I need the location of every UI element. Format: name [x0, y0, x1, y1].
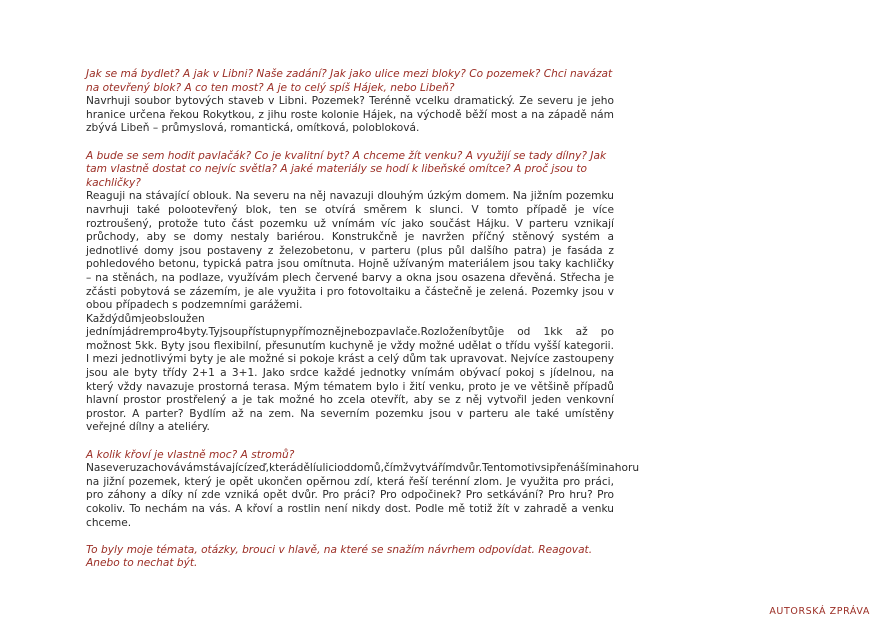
section-spacer	[86, 435, 614, 449]
report-text	[86, 68, 640, 571]
footer-label: AUTORSKÁ ZPRÁVA	[769, 606, 870, 617]
section-paragraph: Navrhuji soubor bytových staveb v Libni. Pozemek? Terénně vcelku dramatický. Ze severu je jeho hranice určena řekou Rokytkou, z jihu roste kolonie Hájek, na východě běží most a na západě nám zbývá Libeň – průmyslová, romantická, omítková, polobloková.	[86, 95, 614, 135]
closing-statement: To byly moje témata, otázky, brouci v hlavě, na které se snažím návrhem odpovídat. Reagovat. Anebo to nechat být.	[86, 543, 593, 570]
section-spacer	[86, 136, 614, 150]
section-paragraph: Každýdůmjeobsloužen jednímjádrempro4byty.Tyjsoupřístupnypřímoznějnebozpavlače.Rozloženíbytůje od 1kk až po možnost 5kk. Byty jsou flexibilní, přesunutím kuchyně je vždy možné udělat o třídu vyšší kategorii. I mezi jednotlivými byty je ale možné si pokoje krást a celý dům tak upravovat. Nejvíce zastoupeny jsou ale byty třídy 2+1 a 3+1. Jako srdce každé jednotky vnímám obývací pokoj s jídelnou, na který vždy navazuje prostorná terasa. Mým tématem bylo i žití venku, proto je ve většině případů hlavní prostor prostřelený a je tak možné ho zcela otevřít, aby se z něj vytvořil jeden venkovní prostor. A parter? Bydlím až na zem. Na severním pozemku jsou v parteru ale také umístěny veřejné dílny a ateliéry.	[86, 312, 615, 434]
section-question: A bude se sem hodit pavlačák? Co je kvalitní byt? A chceme žít venku? A využijí se tady dílny? Jak tam vlastně dostat co nejvíc světla? A jaké materiály se hodí k libeňské omítce? A proč jsou to kachličky?	[86, 149, 607, 189]
section-paragraph: Naseveruzachovávámstávajícízeď,kterádělíulicioddomů,čímžvytvářímdvůr.Tentomotivsipřenášíminahoru na jižní pozemek, který je opět ukončen opěrnou zdí, která řeší terénní zlom. Je využita pro práci, pro záhony a díky ní zde vzniká opět dvůr. Pro práci? Pro odpočinek? Pro setkávání? Pro hru? Pro cokoliv. To nechám na vás. A křoví a rostlin není nikdy dost. Podle mě totiž žít v zahradě a venku chceme.	[86, 462, 640, 529]
section-question: Jak se má bydlet? A jak v Libni? Naše zadání? Jak jako ulice mezi bloky? Co pozemek? Chci navázat na otevřený blok? A co ten most? A je to celý spíš Hájek, nebo Libeň?	[86, 68, 613, 94]
section-spacer	[86, 530, 614, 544]
section-paragraph: Reaguji na stávající oblouk. Na severu na něj navazuji dlouhým úzkým domem. Na jižním pozemku navrhuji také polootevřený blok, ten se otvírá směrem k slunci. V tomto případě je více roztroušený, protože tuto část pozemku už vnímám víc jako součást Hájku. V parteru vznikají průchody, aby se domy nestaly bariérou. Konstrukčně je navržen příčný stěnový systém a jednotlivé domy jsou postaveny z železobetonu, v parteru (plus půl dalšího patra) je fasáda z pohledového betonu, typická patra jsou omítnuta. Hojně užívaným materiálem jsou taky kachličky – na stěnách, na podlaze, využívám plech červené barvy a okna jsou osazena dřevěná. Střecha je zčásti pobytová se zázemím, je ale využita i pro fotovoltaiku a částečně je zelená. Pozemky jsou v obou případech s podzemními garážemi.	[86, 190, 614, 312]
section-question: A kolik křoví je vlastně moc? A stromů?	[86, 448, 295, 461]
